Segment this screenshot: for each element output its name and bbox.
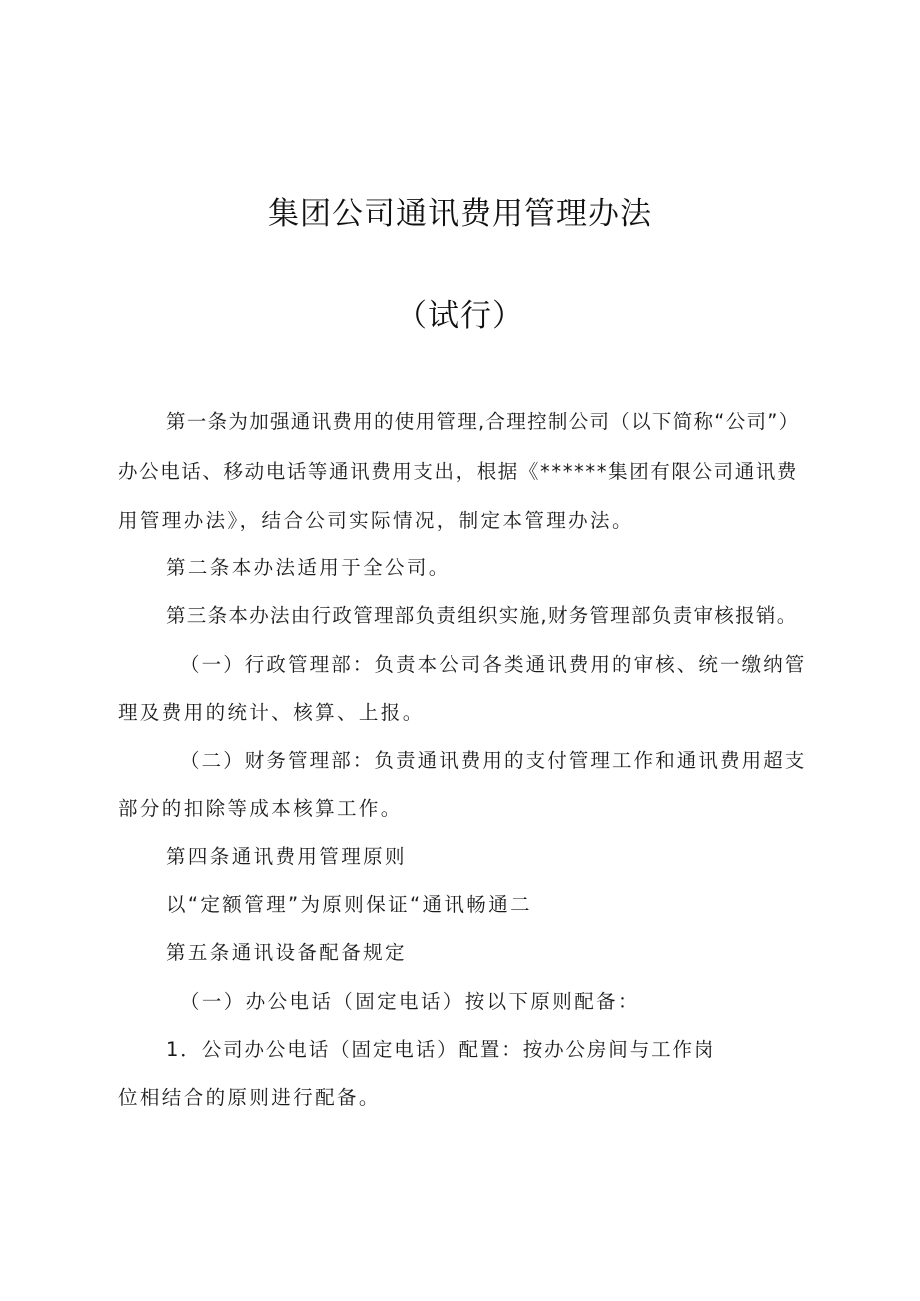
- paragraph-line: （一）行政管理部：负责本公司各类通讯费用的审核、统一缴纳管: [180, 653, 807, 676]
- paragraph-line: 以“定额管理”为原则保证“通讯畅通二: [166, 893, 533, 916]
- paragraph-line: 第二条本办法适用于全公司。: [166, 556, 451, 579]
- paragraph-line: 理及费用的统计、核算、上报。: [118, 701, 425, 724]
- paragraph-line: 1．公司办公电话（固定电话）配置：按办公房间与工作岗: [166, 1038, 716, 1061]
- paragraph-line: 用管理办法》，结合公司实际情况，制定本管理办法。: [118, 509, 634, 532]
- paragraph-line: （一）办公电话（固定电话）按以下原则配备：: [180, 990, 640, 1013]
- document-title: 集团公司通讯费用管理办法: [268, 196, 652, 232]
- paragraph-line: 第三条本办法由行政管理部负责组织实施,财务管理部负责审核报销。: [166, 604, 798, 627]
- paragraph-line: 第五条通讯设备配备规定: [166, 941, 407, 964]
- paragraph-line: 部分的扣除等成本核算工作。: [118, 797, 403, 820]
- document-subtitle: （试行）: [396, 298, 524, 334]
- paragraph-line: 办公电话、移动电话等通讯费用支出，根据《******集团有限公司通讯费: [118, 460, 799, 483]
- paragraph-line: 位相结合的原则进行配备。: [118, 1086, 381, 1109]
- paragraph-line: 第四条通讯费用管理原则: [166, 845, 407, 868]
- paragraph-line: （二）财务管理部：负责通讯费用的支付管理工作和通讯费用超支: [180, 749, 807, 772]
- paragraph-line: 第一条为加强通讯费用的使用管理,合理控制公司（以下简称“公司”）: [166, 410, 800, 433]
